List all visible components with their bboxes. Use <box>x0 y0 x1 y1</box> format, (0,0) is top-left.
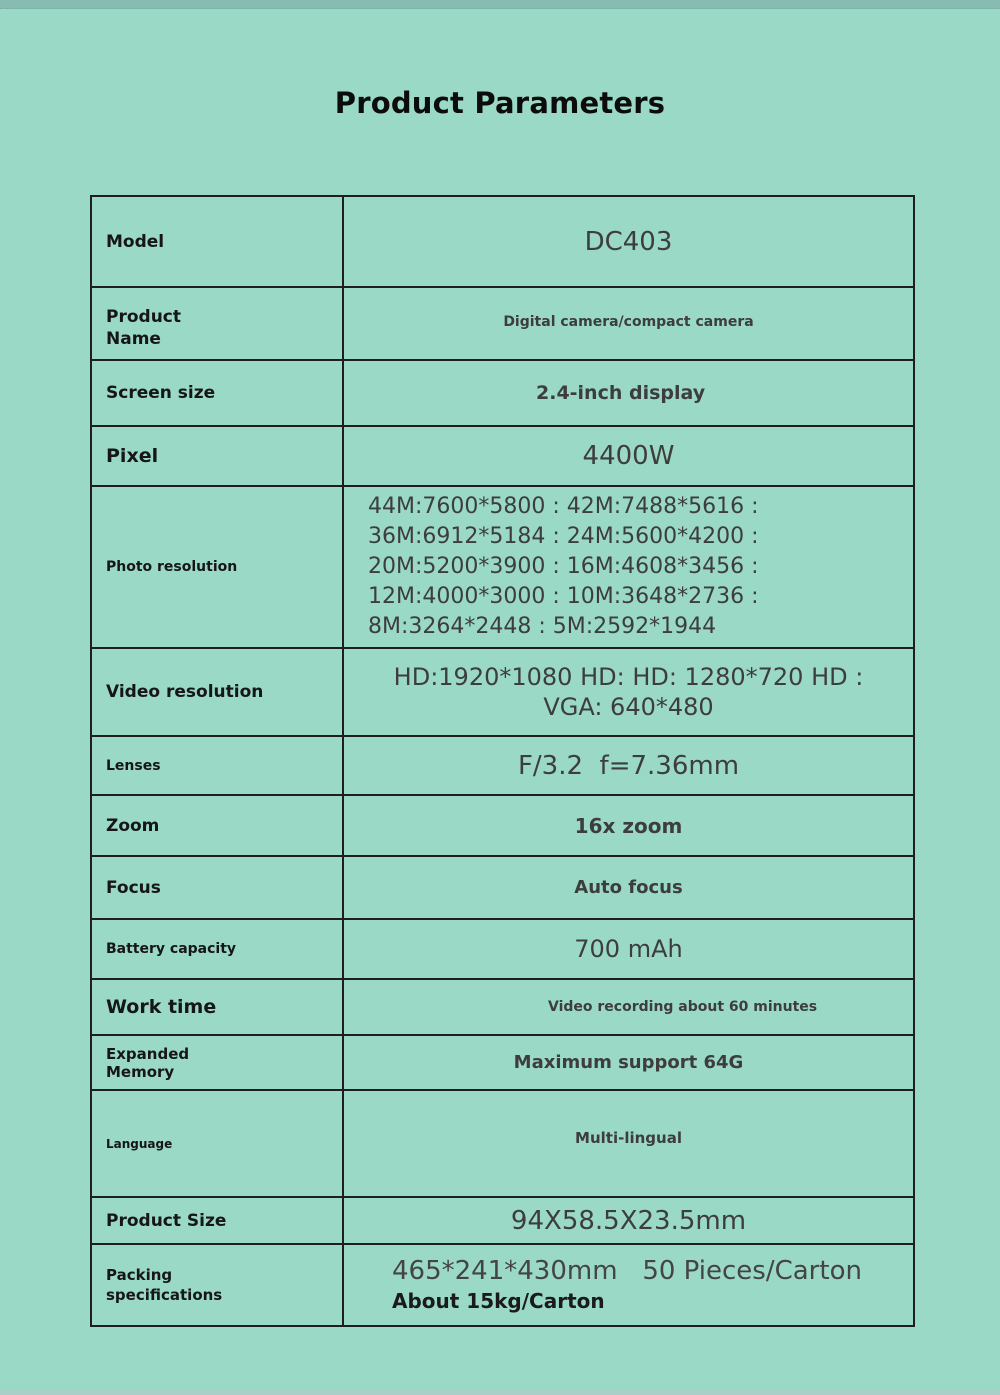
row-label-photo-resolution: Photo resolution <box>91 486 343 648</box>
bottom-decorative-strip <box>0 1390 1000 1395</box>
table-row <box>91 426 914 486</box>
packing-weight-text: About 15kg/Carton <box>392 1289 605 1313</box>
table-row <box>91 196 914 287</box>
table-row <box>91 360 914 426</box>
table-row <box>91 1035 914 1090</box>
row-label-language: Language <box>91 1090 343 1197</box>
product-parameters-table <box>90 195 915 1327</box>
row-label-product-size: Product Size <box>91 1197 343 1244</box>
row-label-video-resolution: Video resolution <box>91 648 343 736</box>
row-label-packing-specifications: Packing specifications <box>91 1244 343 1326</box>
row-value-video-resolution: HD:1920*1080 HD: HD: 1280*720 HD : VGA: 640*480 <box>343 648 914 736</box>
row-value-product-size: 94X58.5X23.5mm <box>343 1197 914 1244</box>
table-row <box>91 648 914 736</box>
row-label-screen-size: Screen size <box>91 360 343 426</box>
top-decorative-strip <box>0 0 1000 9</box>
packing-dimensions-text: 465*241*430mm 50 Pieces/Carton <box>392 1256 862 1286</box>
table-row <box>91 795 914 856</box>
table-row <box>91 919 914 979</box>
row-value-zoom: 16x zoom <box>343 795 914 856</box>
row-value-product-name: Digital camera/compact camera <box>343 287 914 360</box>
row-label-product-name: Product Name <box>91 287 343 360</box>
row-label-focus: Focus <box>91 856 343 919</box>
row-value-model: DC403 <box>343 196 914 287</box>
table-row <box>91 736 914 795</box>
table-row <box>91 979 914 1035</box>
row-value-work-time: Video recording about 60 minutes <box>343 979 914 1035</box>
row-label-expanded-memory: Expanded Memory <box>91 1035 343 1090</box>
row-value-screen-size: 2.4-inch display <box>343 360 914 426</box>
row-label-lenses: Lenses <box>91 736 343 795</box>
page-title: Product Parameters <box>334 86 666 120</box>
row-value-focus: Auto focus <box>343 856 914 919</box>
table-row <box>91 1244 914 1326</box>
row-label-model: Model <box>91 196 343 287</box>
row-label-work-time: Work time <box>91 979 343 1035</box>
row-label-battery-capacity: Battery capacity <box>91 919 343 979</box>
table-row <box>91 1197 914 1244</box>
row-value-packing-specifications <box>343 1244 914 1326</box>
row-value-battery-capacity: 700 mAh <box>343 919 914 979</box>
table-row <box>91 486 914 648</box>
row-label-zoom: Zoom <box>91 795 343 856</box>
table-row <box>91 1090 914 1197</box>
row-label-pixel: Pixel <box>91 426 343 486</box>
row-value-lenses: F/3.2 f=7.36mm <box>343 736 914 795</box>
row-value-expanded-memory: Maximum support 64G <box>343 1035 914 1090</box>
row-value-language: Multi-lingual <box>343 1090 914 1197</box>
row-value-photo-resolution: 44M:7600*5800 : 42M:7488*5616 : 36M:6912*5184 : 24M:5600*4200 : 20M:5200*3900 : 16M:4608*3456 : 12M:4000*3000 : 10M:3648*2736 : 8M:3264*2448 : 5M:2592*1944 <box>343 486 914 648</box>
table-row <box>91 287 914 360</box>
table-row <box>91 856 914 919</box>
row-value-pixel: 4400W <box>343 426 914 486</box>
